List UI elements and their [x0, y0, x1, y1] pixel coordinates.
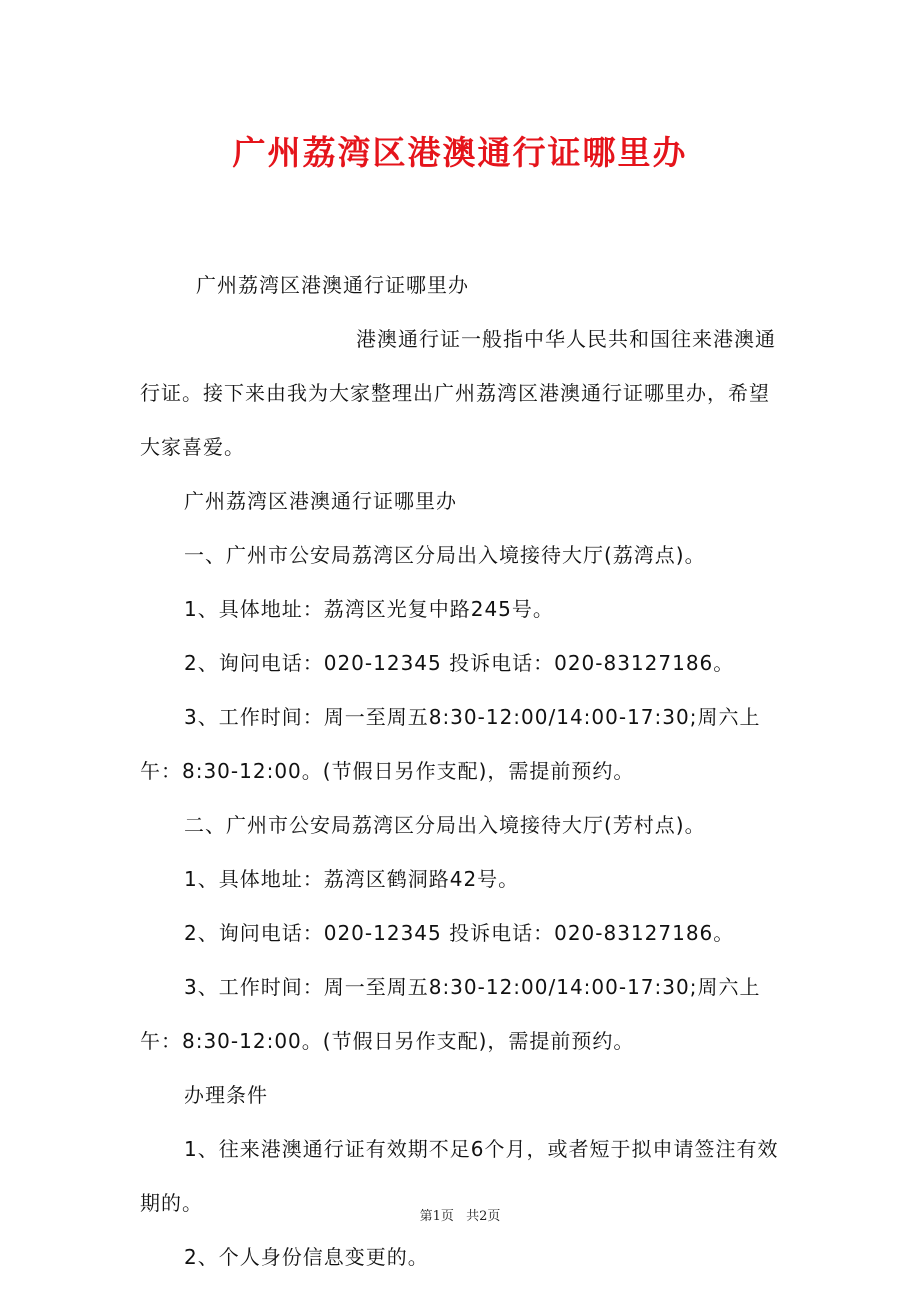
paragraph-office-1-phone: 2、询问电话：020-12345 投诉电话：020-83127186。 — [184, 651, 735, 675]
paragraph-office-2-hours: 3、工作时间：周一至周五8:30-12:00/14:00-17:30;周六上午：8:30-12:00。(节假日另作支配)，需提前预约。 — [140, 975, 761, 1053]
paragraph-office-2: 二、广州市公安局荔湾区分局出入境接待大厅(芳村点)。 — [184, 813, 706, 837]
paragraph-intro: 港澳通行证一般指中华人民共和国往来港澳通行证。接下来由我为大家整理出广州荔湾区港澳通行证哪里办，希望大家喜爱。 — [140, 327, 776, 459]
paragraph-office-1-hours: 3、工作时间：周一至周五8:30-12:00/14:00-17:30;周六上午：8:30-12:00。(节假日另作支配)，需提前预约。 — [140, 705, 761, 783]
paragraph-office-2-phone: 2、询问电话：020-12345 投诉电话：020-83127186。 — [184, 921, 735, 945]
document-body — [140, 258, 790, 1284]
page-total: 共2页 — [466, 1209, 501, 1224]
page-title: 广州荔湾区港澳通行证哪里办 — [232, 133, 688, 172]
paragraph-condition-1: 1、往来港澳通行证有效期不足6个月，或者短于拟申请签注有效期的。 — [140, 1137, 779, 1215]
paragraph-conditions-heading: 办理条件 — [184, 1083, 268, 1107]
paragraph-office-1-address: 1、具体地址：荔湾区光复中路245号。 — [184, 597, 554, 621]
page-number: 第1页 — [419, 1209, 454, 1224]
paragraph-condition-2: 2、个人身份信息变更的。 — [184, 1245, 429, 1269]
paragraph-subheading: 广州荔湾区港澳通行证哪里办 — [184, 489, 457, 513]
paragraph-office-1: 一、广州市公安局荔湾区分局出入境接待大厅(荔湾点)。 — [184, 543, 706, 567]
paragraph-office-2-address: 1、具体地址：荔湾区鹤洞路42号。 — [184, 867, 520, 891]
paragraph-heading: 广州荔湾区港澳通行证哪里办 — [196, 273, 469, 297]
page-footer — [0, 1205, 920, 1224]
